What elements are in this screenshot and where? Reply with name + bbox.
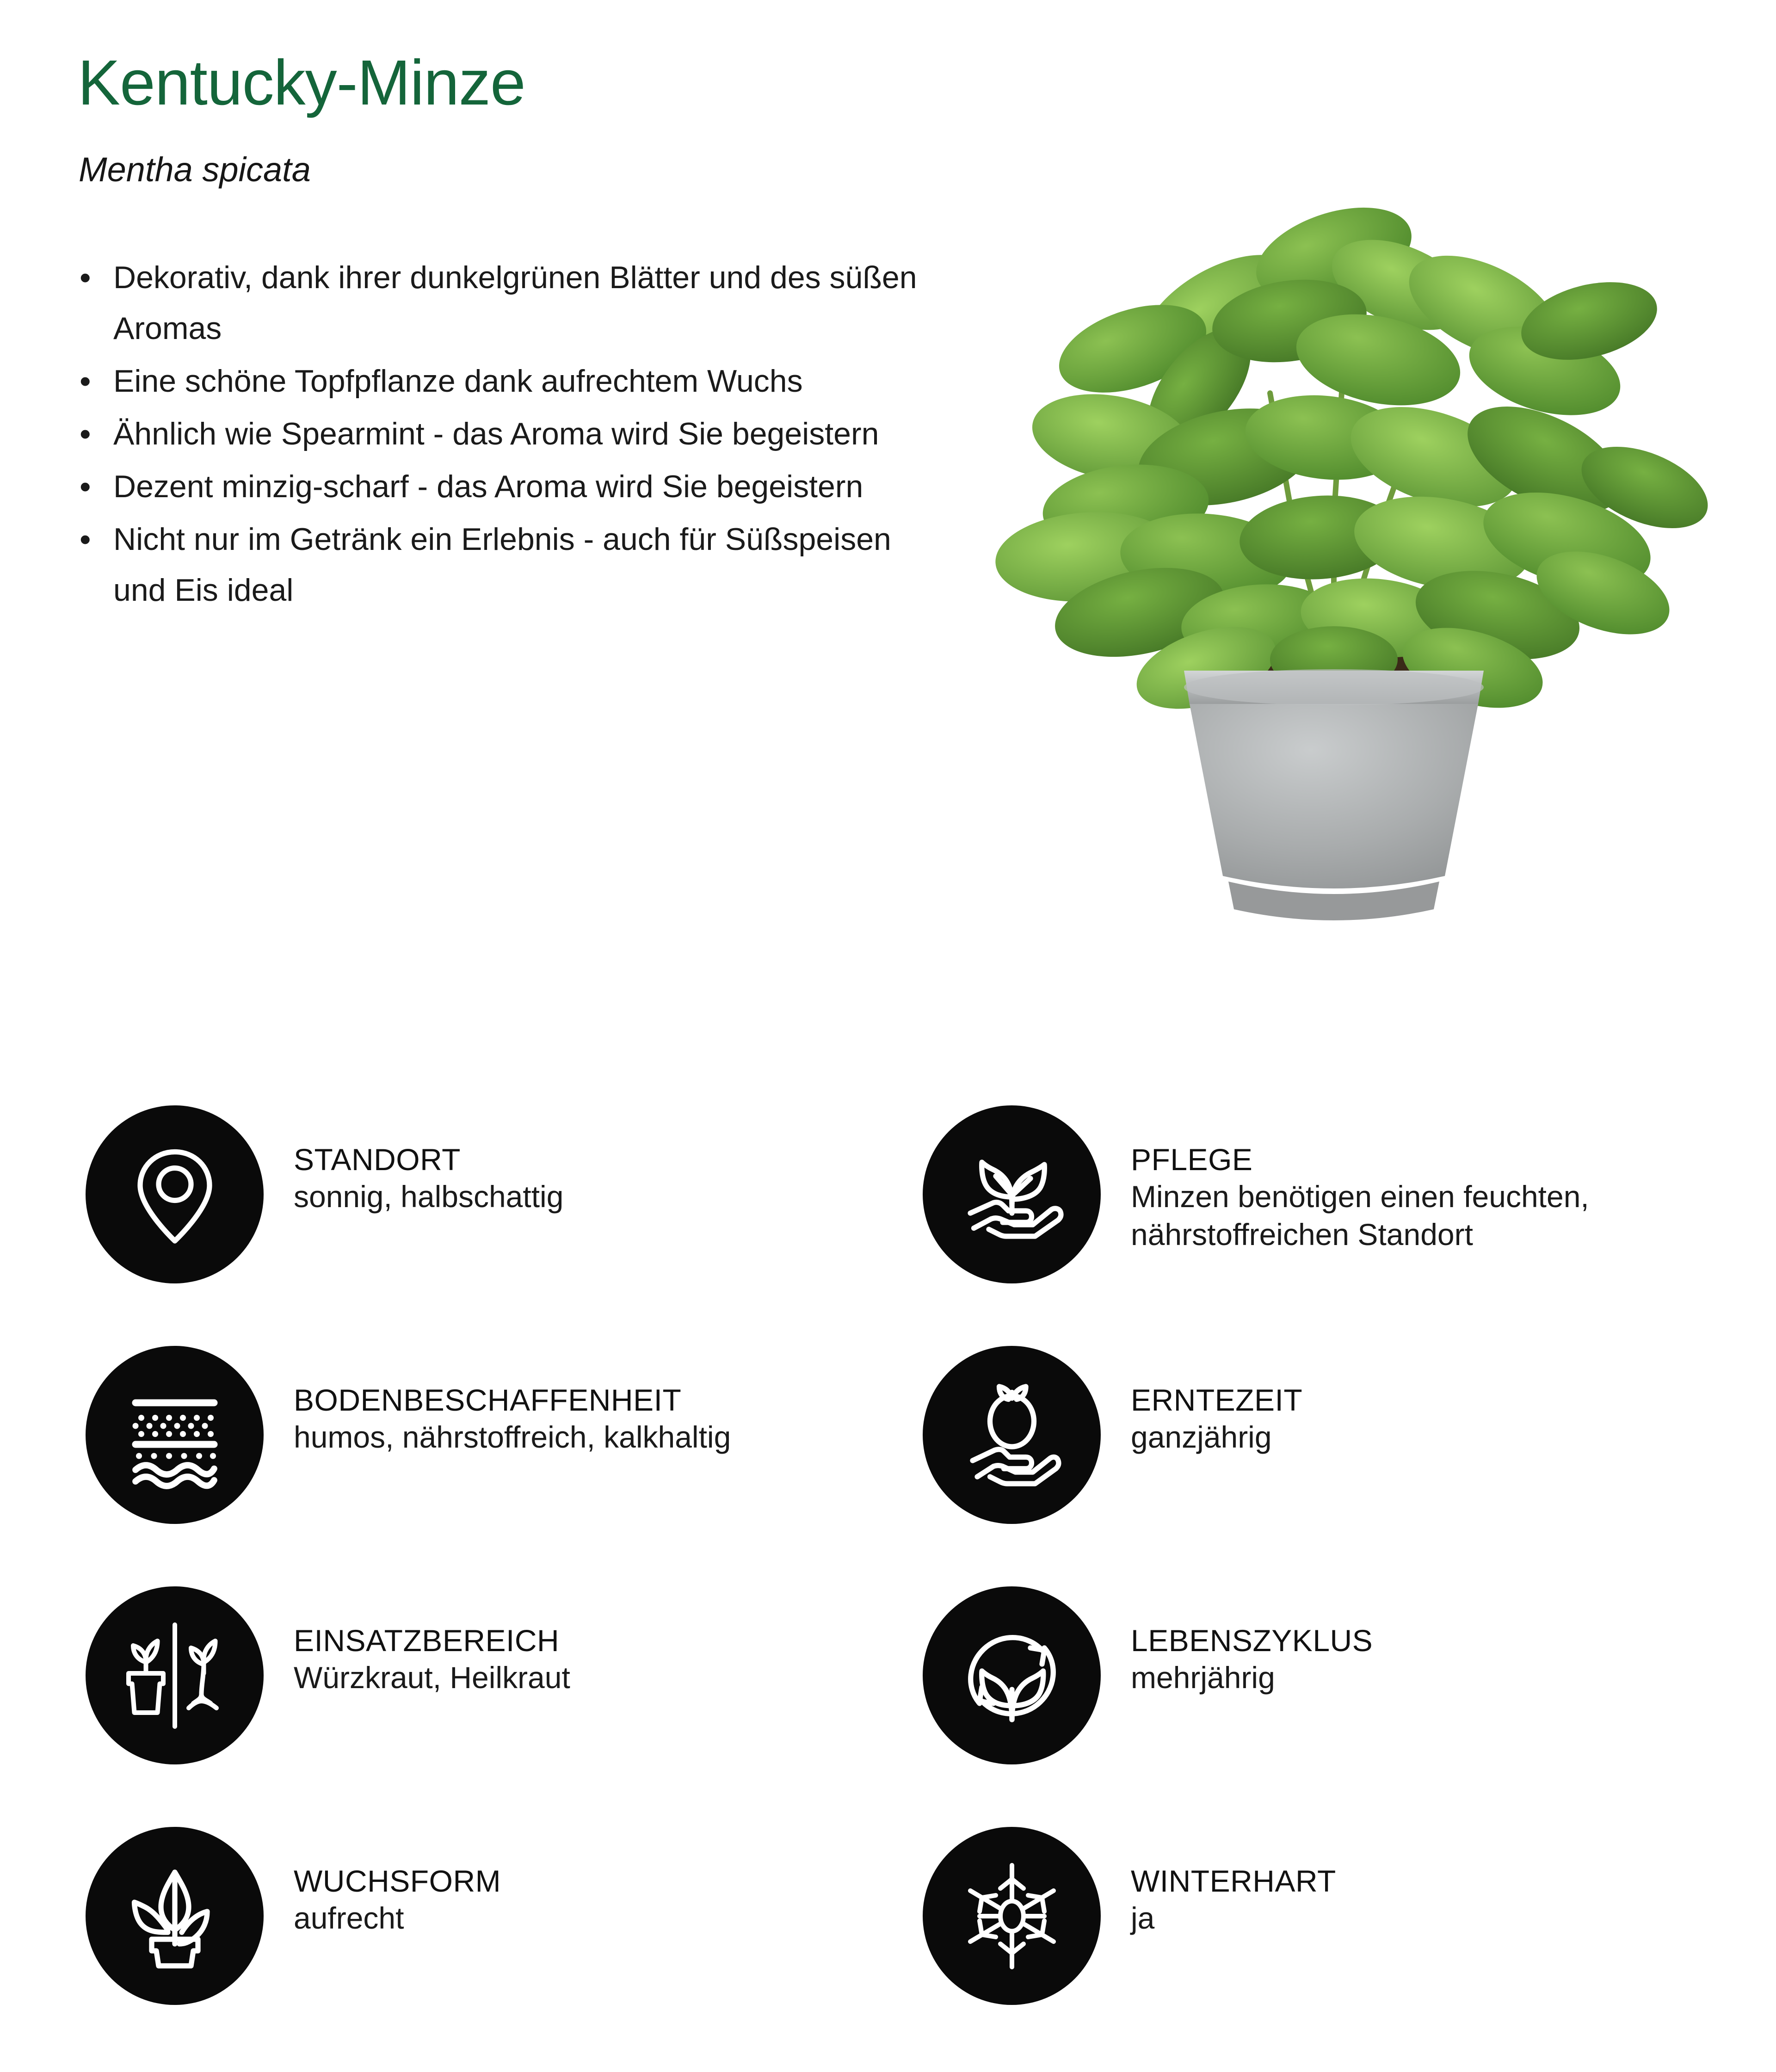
plant-photo: [962, 116, 1711, 948]
feature-value: [1131, 1178, 1589, 1253]
bullet-marker-icon: •: [80, 416, 91, 452]
potted-plant-icon: [86, 1827, 264, 2005]
feature-title: BODENBESCHAFFENHEIT: [294, 1383, 682, 1417]
feature-text: [1131, 1586, 1373, 1696]
feature-row: [0, 1105, 1776, 1346]
feature-text: [1131, 1827, 1336, 1937]
feature-lebenszyklus: [923, 1586, 1373, 1764]
list-item-text: Dezent minzig-scharf - das Aroma wird Sie begeistern: [113, 469, 863, 504]
feature-value-line1: mehrjährig: [1131, 1660, 1275, 1695]
bullet-marker-icon: •: [80, 259, 91, 296]
list-item-text: Ähnlich wie Spearmint - das Aroma wird Sie begeistern: [113, 416, 879, 451]
location-pin-icon: [86, 1105, 264, 1283]
feature-bodenbeschaffenheit: [86, 1346, 731, 1524]
list-item-text: Dekorativ, dank ihrer dunkelgrünen Blätter und des süßen Aromas: [113, 260, 917, 346]
soil-layers-icon: [86, 1346, 264, 1524]
feature-row: [0, 1827, 1776, 2067]
feature-value-line1: Minzen benötigen einen feuchten,: [1131, 1179, 1589, 1214]
feature-value-line2: nährstoffreichen Standort: [1131, 1217, 1473, 1252]
feature-title: PFLEGE: [1131, 1142, 1253, 1177]
feature-value: [1131, 1659, 1373, 1696]
feature-text: [1131, 1346, 1302, 1456]
feature-text: [294, 1346, 731, 1456]
snowflake-icon: [923, 1827, 1101, 2005]
feature-value: [294, 1659, 570, 1696]
life-cycle-arrows-sprout-icon: [923, 1586, 1101, 1764]
feature-value-line1: Würzkraut, Heilkraut: [294, 1660, 570, 1695]
botanical-name: Mentha spicata: [79, 150, 311, 189]
feature-value: [1131, 1418, 1302, 1456]
fruit-in-hand-icon: [923, 1346, 1101, 1524]
potted-and-planted-seedling-icon: [86, 1586, 264, 1764]
list-item: [69, 514, 948, 616]
feature-text: [294, 1827, 501, 1937]
feature-standort: [86, 1105, 563, 1283]
list-item-text: Nicht nur im Getränk ein Erlebnis - auch für Süßspeisen und Eis ideal: [113, 522, 891, 608]
feature-title: EINSATZBEREICH: [294, 1623, 560, 1658]
feature-value-line1: sonnig, halbschattig: [294, 1179, 564, 1214]
feature-wuchsform: [86, 1827, 501, 2005]
feature-value: [294, 1418, 731, 1456]
feature-value-line1: ganzjährig: [1131, 1420, 1272, 1454]
feature-title: LEBENSZYKLUS: [1131, 1623, 1373, 1658]
feature-row: [0, 1586, 1776, 1827]
list-item: [69, 252, 948, 354]
feature-erntezeit: [923, 1346, 1302, 1524]
feature-value: [294, 1178, 563, 1215]
feature-bullet-list: [69, 252, 948, 617]
feature-value-line1: humos, nährstoffreich, kalkhaltig: [294, 1420, 731, 1454]
list-item: [69, 356, 948, 407]
bullet-marker-icon: •: [80, 469, 91, 505]
bullet-marker-icon: •: [80, 521, 91, 557]
feature-title: STANDORT: [294, 1142, 461, 1177]
list-item: [69, 461, 948, 512]
feature-value-line1: ja: [1131, 1901, 1155, 1935]
list-item: [69, 408, 948, 459]
feature-text: [294, 1105, 563, 1215]
feature-title: WUCHSFORM: [294, 1864, 501, 1898]
feature-einsatzbereich: [86, 1586, 570, 1764]
feature-pflege: [923, 1105, 1589, 1283]
bullet-marker-icon: •: [80, 363, 91, 399]
feature-winterhart: [923, 1827, 1336, 2005]
list-item-text: Eine schöne Topfpflanze dank aufrechtem Wuchs: [113, 364, 803, 399]
page-title: Kentucky-Minze: [78, 47, 525, 118]
feature-title: WINTERHART: [1131, 1864, 1336, 1898]
feature-grid: [0, 1105, 1776, 2067]
feature-row: [0, 1346, 1776, 1586]
feature-text: [1131, 1105, 1589, 1253]
feature-value: [1131, 1899, 1336, 1937]
sprout-in-hand-icon: [923, 1105, 1101, 1283]
feature-value-line1: aufrecht: [294, 1901, 404, 1935]
feature-value: [294, 1899, 501, 1937]
feature-text: [294, 1586, 570, 1696]
feature-title: ERNTEZEIT: [1131, 1383, 1303, 1417]
